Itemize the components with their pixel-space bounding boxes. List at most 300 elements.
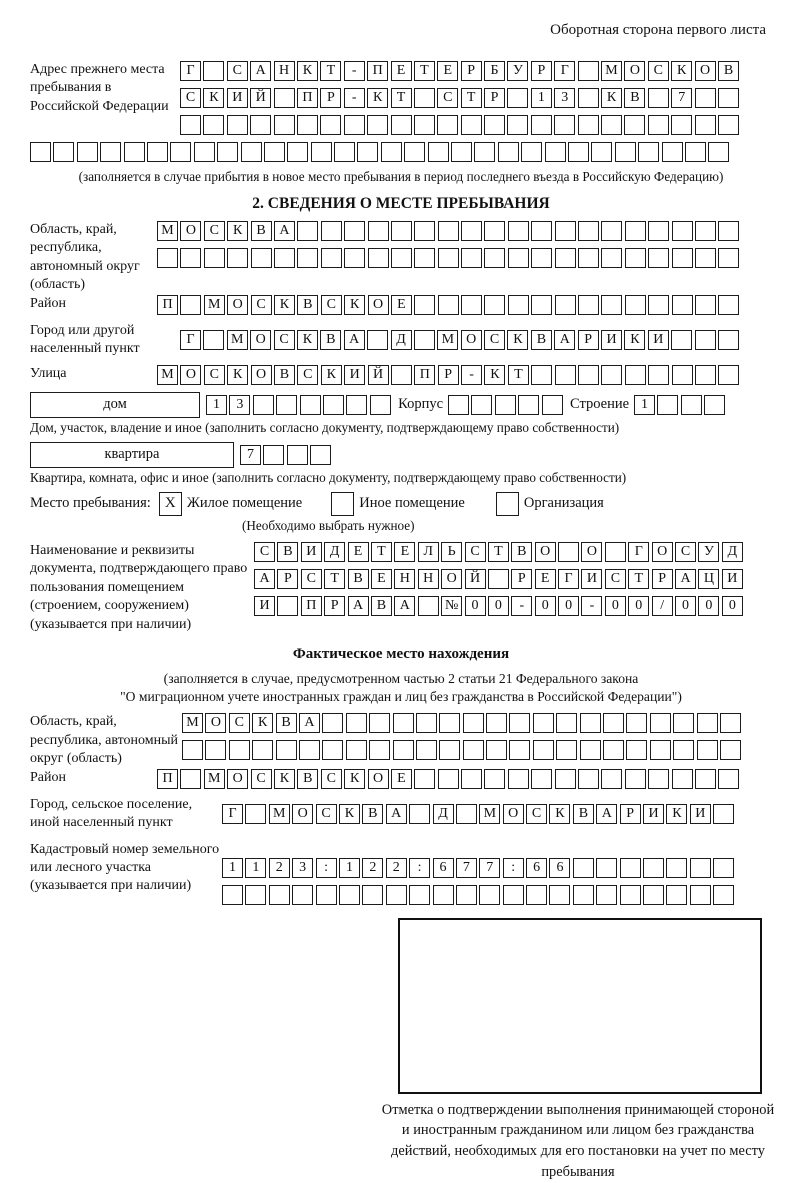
char-box[interactable] [203,61,224,81]
char-box[interactable]: 2 [362,858,383,878]
char-box[interactable]: С [648,61,669,81]
char-box[interactable]: 7 [671,88,692,108]
checkbox-inoe[interactable] [331,492,354,516]
char-box[interactable] [508,295,529,315]
char-box[interactable] [370,395,391,415]
char-box[interactable]: К [274,295,295,315]
char-box[interactable] [414,115,435,135]
char-box[interactable] [486,740,507,760]
char-box[interactable]: С [254,542,275,562]
char-box[interactable] [217,142,238,162]
char-box[interactable] [322,713,343,733]
char-box[interactable] [461,221,482,241]
char-box[interactable] [322,740,343,760]
char-box[interactable] [533,713,554,733]
char-box[interactable] [568,142,589,162]
char-box[interactable] [471,395,492,415]
char-box[interactable] [339,885,360,905]
char-box[interactable] [718,221,739,241]
char-box[interactable]: В [276,713,297,733]
char-box[interactable] [695,248,716,268]
char-box[interactable] [508,769,529,789]
char-box[interactable] [433,885,454,905]
char-box[interactable] [526,885,547,905]
char-box[interactable] [227,115,248,135]
char-box[interactable] [263,445,284,465]
char-box[interactable]: Т [371,542,392,562]
char-box[interactable]: - [581,596,602,616]
char-box[interactable] [542,395,563,415]
char-box[interactable] [180,248,201,268]
char-box[interactable] [625,248,646,268]
char-box[interactable]: Т [414,61,435,81]
char-box[interactable] [601,365,622,385]
char-box[interactable]: Г [222,804,243,824]
char-box[interactable]: П [157,769,178,789]
char-box[interactable]: 0 [558,596,579,616]
char-box[interactable] [393,713,414,733]
char-box[interactable]: Р [511,569,532,589]
char-box[interactable]: Л [418,542,439,562]
char-box[interactable] [638,142,659,162]
char-box[interactable]: 1 [531,88,552,108]
char-box[interactable] [495,395,516,415]
char-box[interactable]: В [531,330,552,350]
char-box[interactable]: И [601,330,622,350]
char-box[interactable]: 6 [526,858,547,878]
char-box[interactable] [439,740,460,760]
char-box[interactable] [626,740,647,760]
char-box[interactable] [437,115,458,135]
char-box[interactable]: Е [394,542,415,562]
char-box[interactable]: Е [535,569,556,589]
char-box[interactable] [287,445,308,465]
char-box[interactable] [287,142,308,162]
char-box[interactable]: И [301,542,322,562]
char-box[interactable] [672,769,693,789]
char-box[interactable]: М [437,330,458,350]
char-box[interactable] [718,330,739,350]
char-box[interactable] [643,885,664,905]
char-box[interactable] [531,221,552,241]
char-box[interactable] [620,885,641,905]
char-box[interactable]: С [204,221,225,241]
checkbox-organizatsiya[interactable] [496,492,519,516]
char-box[interactable] [391,221,412,241]
char-box[interactable]: В [718,61,739,81]
char-box[interactable] [601,115,622,135]
char-box[interactable]: 0 [535,596,556,616]
char-box[interactable]: Т [488,542,509,562]
char-box[interactable] [624,115,645,135]
char-box[interactable] [603,713,624,733]
char-box[interactable]: С [437,88,458,108]
char-box[interactable] [368,221,389,241]
char-box[interactable]: Р [531,61,552,81]
char-box[interactable]: 1 [222,858,243,878]
char-box[interactable]: Е [391,769,412,789]
char-box[interactable] [531,365,552,385]
char-box[interactable]: У [698,542,719,562]
char-box[interactable]: С [180,88,201,108]
char-box[interactable] [310,445,331,465]
char-box[interactable]: Й [465,569,486,589]
char-box[interactable] [252,740,273,760]
char-box[interactable]: В [297,295,318,315]
char-box[interactable]: У [507,61,528,81]
char-box[interactable]: С [465,542,486,562]
char-box[interactable]: К [601,88,622,108]
char-box[interactable] [474,142,495,162]
char-box[interactable] [555,295,576,315]
char-box[interactable]: Р [484,88,505,108]
char-box[interactable]: О [205,713,226,733]
char-box[interactable] [311,142,332,162]
char-box[interactable]: М [269,804,290,824]
char-box[interactable]: Д [324,542,345,562]
char-box[interactable] [391,115,412,135]
char-box[interactable] [241,142,262,162]
char-box[interactable] [416,740,437,760]
char-box[interactable]: Г [554,61,575,81]
char-box[interactable] [276,740,297,760]
checkbox-zhiloe[interactable]: X [159,492,182,516]
char-box[interactable] [320,115,341,135]
char-box[interactable] [601,221,622,241]
char-box[interactable] [409,804,430,824]
char-box[interactable] [416,713,437,733]
char-box[interactable] [274,115,295,135]
char-box[interactable] [620,858,641,878]
char-box[interactable]: С [229,713,250,733]
char-box[interactable]: : [503,858,524,878]
char-box[interactable] [626,713,647,733]
char-box[interactable]: Г [180,61,201,81]
char-box[interactable] [180,115,201,135]
char-box[interactable] [344,115,365,135]
char-box[interactable] [671,330,692,350]
char-box[interactable] [507,88,528,108]
char-box[interactable] [448,395,469,415]
char-box[interactable]: К [666,804,687,824]
char-box[interactable]: А [675,569,696,589]
char-box[interactable]: О [695,61,716,81]
char-box[interactable]: Е [371,569,392,589]
char-box[interactable]: О [227,295,248,315]
char-box[interactable] [531,295,552,315]
char-box[interactable] [428,142,449,162]
char-box[interactable]: К [252,713,273,733]
char-box[interactable] [484,115,505,135]
char-box[interactable] [381,142,402,162]
char-box[interactable] [666,885,687,905]
char-box[interactable] [662,142,683,162]
char-box[interactable] [672,365,693,385]
char-box[interactable] [672,221,693,241]
char-box[interactable] [720,713,741,733]
char-box[interactable] [596,858,617,878]
char-box[interactable] [344,221,365,241]
char-box[interactable]: В [624,88,645,108]
char-box[interactable]: - [344,88,365,108]
char-box[interactable] [578,365,599,385]
char-box[interactable]: С [526,804,547,824]
char-box[interactable] [451,142,472,162]
char-box[interactable]: А [596,804,617,824]
char-box[interactable] [578,295,599,315]
char-box[interactable] [648,295,669,315]
char-box[interactable]: В [511,542,532,562]
char-box[interactable]: М [182,713,203,733]
char-box[interactable]: И [581,569,602,589]
char-box[interactable] [625,365,646,385]
char-box[interactable] [573,885,594,905]
char-box[interactable] [393,740,414,760]
char-box[interactable] [601,295,622,315]
char-box[interactable]: Р [578,330,599,350]
char-box[interactable]: О [535,542,556,562]
char-box[interactable] [461,769,482,789]
char-box[interactable]: В [573,804,594,824]
char-box[interactable] [697,713,718,733]
char-box[interactable]: Т [508,365,529,385]
char-box[interactable] [194,142,215,162]
char-box[interactable]: К [321,365,342,385]
char-box[interactable] [414,248,435,268]
char-box[interactable] [203,115,224,135]
char-box[interactable] [334,142,355,162]
char-box[interactable] [695,115,716,135]
char-box[interactable] [204,248,225,268]
char-box[interactable]: : [316,858,337,878]
char-box[interactable]: К [274,769,295,789]
char-box[interactable] [695,221,716,241]
char-box[interactable]: А [250,61,271,81]
char-box[interactable]: 1 [206,395,227,415]
char-box[interactable]: : [409,858,430,878]
char-box[interactable] [461,248,482,268]
char-box[interactable] [672,248,693,268]
char-box[interactable] [438,248,459,268]
char-box[interactable] [578,115,599,135]
char-box[interactable]: Н [274,61,295,81]
char-box[interactable] [648,221,669,241]
char-box[interactable]: Р [320,88,341,108]
char-box[interactable] [503,885,524,905]
char-box[interactable] [251,248,272,268]
char-box[interactable]: А [274,221,295,241]
char-box[interactable] [180,769,201,789]
char-box[interactable] [479,885,500,905]
char-box[interactable] [205,740,226,760]
char-box[interactable] [554,115,575,135]
char-box[interactable] [229,740,250,760]
char-box[interactable]: Г [628,542,649,562]
char-box[interactable]: Д [722,542,743,562]
char-box[interactable] [690,885,711,905]
char-box[interactable] [695,88,716,108]
char-box[interactable] [643,858,664,878]
char-box[interactable]: И [722,569,743,589]
char-box[interactable]: С [297,365,318,385]
char-box[interactable]: И [254,596,275,616]
char-box[interactable]: И [690,804,711,824]
char-box[interactable]: О [581,542,602,562]
char-box[interactable] [484,221,505,241]
char-box[interactable] [596,885,617,905]
char-box[interactable]: С [204,365,225,385]
char-box[interactable]: В [274,365,295,385]
char-box[interactable] [648,115,669,135]
char-box[interactable] [713,804,734,824]
char-box[interactable]: О [441,569,462,589]
char-box[interactable]: 7 [240,445,261,465]
char-box[interactable]: К [227,365,248,385]
char-box[interactable] [509,713,530,733]
char-box[interactable] [180,295,201,315]
char-box[interactable] [704,395,725,415]
char-box[interactable] [182,740,203,760]
char-box[interactable] [718,88,739,108]
char-box[interactable]: - [461,365,482,385]
char-box[interactable]: 3 [554,88,575,108]
char-box[interactable] [461,295,482,315]
char-box[interactable]: 1 [634,395,655,415]
char-box[interactable]: Б [484,61,505,81]
char-box[interactable]: Р [438,365,459,385]
char-box[interactable]: - [511,596,532,616]
char-box[interactable] [672,295,693,315]
char-box[interactable]: О [251,365,272,385]
char-box[interactable] [77,142,98,162]
char-box[interactable]: К [339,804,360,824]
char-box[interactable]: М [204,295,225,315]
char-box[interactable] [463,740,484,760]
char-box[interactable]: В [320,330,341,350]
char-box[interactable] [203,330,224,350]
char-box[interactable]: В [362,804,383,824]
char-box[interactable] [591,142,612,162]
char-box[interactable] [555,248,576,268]
char-box[interactable] [718,295,739,315]
char-box[interactable]: 3 [229,395,250,415]
char-box[interactable] [274,88,295,108]
char-box[interactable] [297,248,318,268]
char-box[interactable]: Р [620,804,641,824]
char-box[interactable] [53,142,74,162]
char-box[interactable]: К [367,88,388,108]
char-box[interactable]: Н [394,569,415,589]
char-box[interactable]: А [348,596,369,616]
char-box[interactable] [578,88,599,108]
char-box[interactable] [708,142,729,162]
char-box[interactable]: А [394,596,415,616]
char-box[interactable]: И [643,804,664,824]
char-box[interactable] [555,365,576,385]
char-box[interactable]: Ь [441,542,462,562]
char-box[interactable] [720,740,741,760]
char-box[interactable]: О [368,769,389,789]
char-box[interactable]: Р [277,569,298,589]
char-box[interactable]: К [297,61,318,81]
char-box[interactable] [100,142,121,162]
char-box[interactable] [545,142,566,162]
char-box[interactable]: Н [418,569,439,589]
char-box[interactable]: / [652,596,673,616]
char-box[interactable]: № [441,596,462,616]
char-box[interactable] [414,769,435,789]
char-box[interactable] [685,142,706,162]
char-box[interactable]: А [254,569,275,589]
char-box[interactable]: В [297,769,318,789]
char-box[interactable]: Р [652,569,673,589]
char-box[interactable]: Й [368,365,389,385]
char-box[interactable] [695,769,716,789]
char-box[interactable] [264,142,285,162]
char-box[interactable] [578,61,599,81]
char-box[interactable] [650,713,671,733]
char-box[interactable]: М [227,330,248,350]
char-box[interactable] [625,221,646,241]
char-box[interactable]: Й [250,88,271,108]
char-box[interactable] [253,395,274,415]
char-box[interactable]: И [227,88,248,108]
char-box[interactable] [578,221,599,241]
dom-field[interactable] [30,392,200,418]
char-box[interactable] [486,713,507,733]
char-box[interactable]: П [414,365,435,385]
char-box[interactable]: Е [391,61,412,81]
char-box[interactable] [346,395,367,415]
char-box[interactable] [344,248,365,268]
char-box[interactable]: С [675,542,696,562]
char-box[interactable]: В [277,542,298,562]
char-box[interactable]: 0 [605,596,626,616]
char-box[interactable] [509,740,530,760]
char-box[interactable] [531,115,552,135]
char-box[interactable]: А [344,330,365,350]
char-box[interactable]: 2 [386,858,407,878]
char-box[interactable]: А [299,713,320,733]
char-box[interactable] [369,713,390,733]
char-box[interactable]: 6 [433,858,454,878]
char-box[interactable] [346,740,367,760]
char-box[interactable]: О [292,804,313,824]
char-box[interactable]: О [250,330,271,350]
char-box[interactable]: Е [391,295,412,315]
char-box[interactable] [438,295,459,315]
char-box[interactable] [297,115,318,135]
char-box[interactable]: 1 [245,858,266,878]
char-box[interactable]: С [484,330,505,350]
char-box[interactable] [601,248,622,268]
char-box[interactable] [391,365,412,385]
char-box[interactable] [245,885,266,905]
char-box[interactable]: 0 [488,596,509,616]
char-box[interactable]: К [344,295,365,315]
char-box[interactable]: В [371,596,392,616]
char-box[interactable]: К [227,221,248,241]
char-box[interactable] [498,142,519,162]
char-box[interactable] [124,142,145,162]
char-box[interactable] [648,88,669,108]
char-box[interactable]: - [344,61,365,81]
char-box[interactable] [456,804,477,824]
char-box[interactable]: С [321,769,342,789]
char-box[interactable]: Е [437,61,458,81]
char-box[interactable] [269,885,290,905]
char-box[interactable] [671,115,692,135]
